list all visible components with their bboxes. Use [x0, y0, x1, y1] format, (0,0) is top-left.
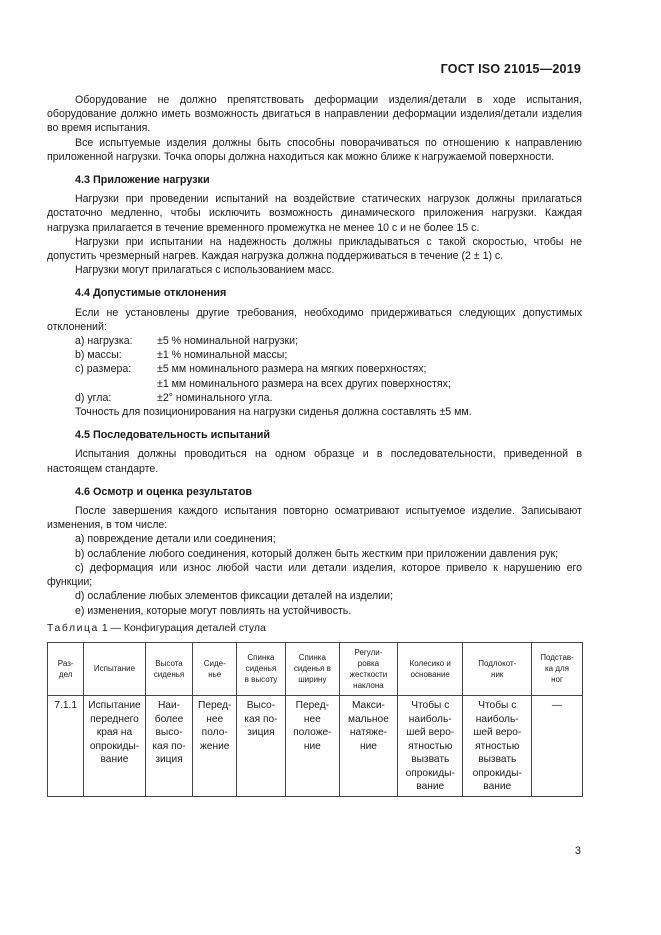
tolerance-item [47, 377, 582, 391]
table-header-cell: Спинка сиденья в высоту [237, 642, 286, 695]
inspection-item: c) деформация или износ любой части или детали изделия, которое привело к нарушению его функции; [47, 561, 582, 589]
section-4-6-heading: 4.6 Осмотр и оценка результатов [75, 485, 253, 498]
table-row [48, 695, 583, 796]
tolerance-value: ±1 мм номинального размера на всех других поверхностях; [157, 377, 451, 390]
tolerance-item [47, 334, 582, 348]
table-header-cell: Спинка сиденья в ширину [285, 642, 339, 695]
inspection-item: e) изменения, которые могут повлиять на устойчивость. [75, 604, 352, 617]
table-header-cell: Высота сиденья [145, 642, 193, 695]
table-cell: Перед- нее поло- жение [193, 695, 237, 796]
tolerance-item [47, 348, 582, 362]
tolerance-value: ±1 % номинальной массы; [157, 349, 288, 362]
table-header-cell: Испытание [84, 642, 145, 695]
table-cell: — [532, 695, 583, 796]
tolerance-label: a) нагрузка: [75, 335, 133, 348]
chair-configuration-table [47, 642, 583, 797]
table-cell: Чтобы с наиболь- шей веро- ятностью вызвать опрокиды- вание [398, 695, 463, 796]
section-4-4-heading: 4.4 Допустимые отклонения [75, 287, 227, 300]
table-cell: Перед- нее положе- ние [285, 695, 339, 796]
table-cell: Наи- более высо- кая по- зиция [145, 695, 193, 796]
standard-header: ГОСТ ISO 21015—2019 [440, 62, 581, 76]
table-header-cell: Подлокот- ник [463, 642, 532, 695]
intro-paragraph-2: Все испытуемые изделия должны быть способны поворачиваться по отношению к направлению приложенной нагрузки. Точка опоры должна находиться как можно ближе к нагружаемой поверхности. [47, 136, 582, 163]
table-header-cell: Регули- ровка жесткости наклона [339, 642, 397, 695]
table-header-cell: Сиде- нье [193, 642, 237, 695]
section-4-3-paragraph-2: Нагрузки при испытании на надежность должны прикладываться с такой скоростью, чтобы не допустить чрезмерный нагрев. Каждая нагрузка должна поддерживаться в течение (2 ± 1) с. [47, 235, 582, 263]
table-header-cell: Колесико и основание [398, 642, 463, 695]
tolerance-value: ±5 % номинальной нагрузки; [157, 335, 299, 348]
table-cell: Высо- кая по- зиция [237, 695, 286, 796]
section-4-5-heading: 4.5 Последовательность испытаний [75, 429, 271, 442]
tolerance-item [47, 391, 582, 405]
table-cell: Испытание переднего края на опрокиды- вание [84, 695, 145, 796]
section-4-3-paragraph-1: Нагрузки при проведении испытаний на воздействие статических нагрузок должны прилагаться достаточно медленно, чтобы исключить возможность динамического приложения нагрузки. Каждая нагрузка прилагается в течение временного промежутка не менее 10 с и не более 15 с. [47, 193, 582, 234]
table-caption-prefix: Таблица [47, 622, 99, 634]
table-cell: Макси- мальное натяже- ние [339, 695, 397, 796]
table-cell: Чтобы с наиболь- шей веро- ятностью вызвать опрокиды- вание [463, 695, 532, 796]
document-body [47, 93, 582, 797]
section-4-5-paragraph: Испытания должны проводиться на одном образце и в последовательности, приведенной в настоящем стандарте. [47, 448, 582, 475]
inspection-item: b) ослабление любого соединения, который должен быть жестким при приложении давления рук; [75, 547, 559, 560]
section-4-3-paragraph-3: Нагрузки могут прилагаться с использованием масс. [75, 264, 335, 277]
section-4-3-heading: 4.3 Приложение нагрузки [75, 174, 210, 187]
section-4-4-closing: Точность для позиционирования на нагрузки сиденья должна составлять ±5 мм. [75, 406, 472, 419]
table-header-cell: Раз- дел [48, 642, 84, 695]
tolerance-item [47, 362, 582, 376]
tolerance-label: b) массы: [75, 349, 122, 362]
tolerance-label: c) размера: [75, 363, 132, 376]
table-header-cell: Подстав- ка для ног [532, 642, 583, 695]
table-caption [47, 622, 582, 636]
inspection-item: d) ослабление любых элементов фиксации деталей на изделии; [75, 590, 394, 603]
inspection-item: a) повреждение детали или соединения; [75, 533, 276, 546]
tolerance-value: ±5 мм номинального размера на мягких поверхностях; [157, 363, 427, 376]
tolerance-value: ±2° номинального угла. [157, 391, 273, 404]
table-header-row [48, 642, 583, 695]
section-4-6-intro: После завершения каждого испытания повторно осматривают испытуемое изделие. Записывают изменения, в том числе: [47, 505, 582, 532]
table-cell: 7.1.1 [48, 695, 84, 796]
page-number: 3 [574, 845, 581, 857]
table-caption-title: 1 — Конфигурация деталей стула [98, 622, 266, 634]
tolerance-label [75, 377, 157, 391]
tolerance-label: d) угла: [75, 391, 112, 404]
intro-paragraph-1: Оборудование не должно препятствовать деформации изделия/детали в ходе испытания, оборудование должно иметь возможность двигаться в направлении деформации изделия/детали изделия во время испытания. [47, 94, 582, 135]
section-4-4-intro: Если не установлены другие требования, необходимо придерживаться следующих допустимых отклонений: [47, 306, 582, 333]
